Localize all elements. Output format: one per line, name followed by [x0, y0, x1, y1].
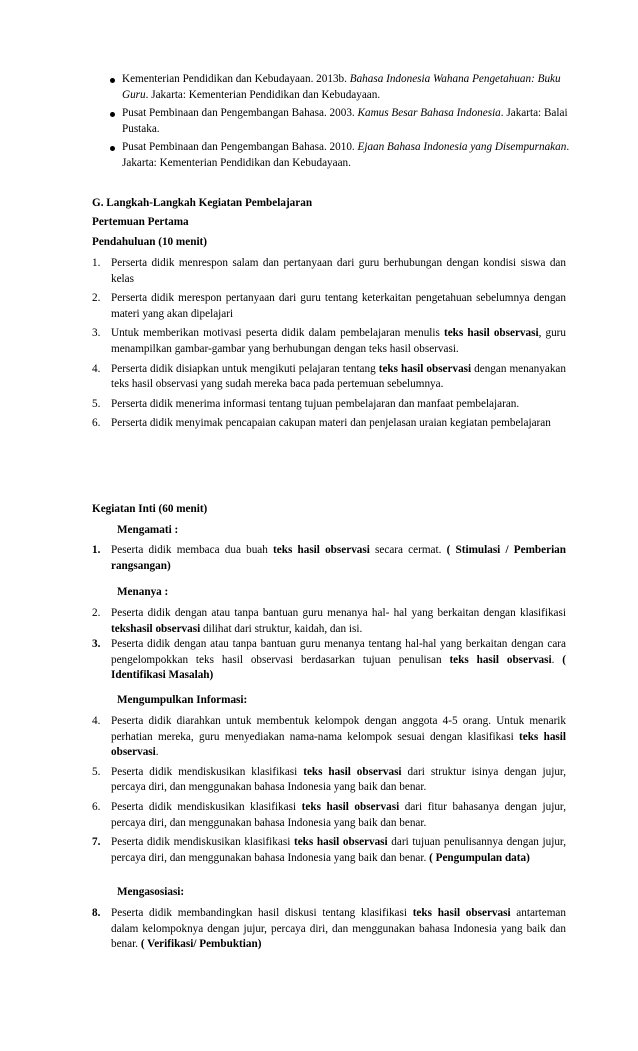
list-item: 7. Peserta didik mendiskusikan klasifikasi teks hasil observasi dari tujuan penulisannya dengan jujur, percaya diri, dan menggunakan bahasa Indonesia yang baik dan benar. ( Pengumpulan data) — [92, 836, 567, 864]
list-item: 2. Perserta didik merespon pertanyaan dari guru tentang keterkaitan pengetahuan sebelumnya dengan materi yang akan dipelajari — [92, 292, 566, 320]
list-item: 6. Peserta didik mendiskusikan klasifikasi teks hasil observasi dari fitur bahasanya dengan jujur, percaya diri, dan menggunakan bahasa Indonesia yang baik dan benar. — [92, 800, 567, 829]
list-item: 5. Peserta didik mendiskusikan klasifikasi teks hasil observasi dari struktur isinya dengan jujur, percaya diri, dan menggunakan bahasa Indonesia yang baik dan benar. — [92, 765, 566, 794]
collect-heading: Mengumpulkan Informasi: — [117, 694, 248, 706]
collect-list — [92, 714, 566, 866]
intro-list — [92, 256, 566, 432]
reference-list — [92, 72, 572, 175]
list-item: 2. Peserta didik dengan atau tanpa bantuan guru menanya hal- hal yang berkaitan dengan klasifikasi tekshasil observasi dilihat dari struktur, kaidah, dan isi. — [92, 607, 566, 635]
bullet-icon — [110, 112, 115, 117]
list-item: 1. Peserta didik membaca dua buah teks hasil observasi secara cermat. ( Stimulasi / Pemberian rangsangan) — [92, 544, 566, 572]
list-item: 3. Peserta didik dengan atau tanpa bantuan guru menanya tentang hal-hal yang berkaitan dengan cara pengelompokkan teks hasil observasi berdasarkan tujuan penulisan teks hasil observasi. ( Identifikasi Masalah) — [92, 638, 567, 682]
list-item: 8. Peserta didik membandingkan hasil diskusi tentang klasifikasi teks hasil observasi antarteman dalam kelompoknya dengan jujur, percaya diri, dan menggunakan bahasa Indonesia yang baik dan benar. ( Verifikasi/ Pembuktian) — [92, 907, 566, 951]
list-item: 5. Perserta didik menerima informasi tentang tujuan pembelajaran dan manfaat pembelajaran. — [92, 397, 520, 410]
observe-heading: Mengamati : — [117, 524, 179, 536]
associate-heading: Mengasosiasi: — [117, 886, 185, 898]
reference-item: Pusat Pembinaan dan Pengembangan Bahasa. 2010. Ejaan Bahasa Indonesia yang Disempurnakan. Jakarta: Kementerian Pendidikan dan Kebudayaan. — [92, 140, 572, 171]
core-activity-heading: Kegiatan Inti (60 menit) — [92, 503, 208, 515]
bullet-icon — [110, 146, 115, 151]
list-item: 4. Perserta didik disiapkan untuk mengikuti pelajaran tentang teks hasil observasi dengan menanyakan teks hasil observasi yang sudah mereka baca pada pertemuan sebelumnya. — [92, 362, 566, 391]
reference-item: Pusat Pembinaan dan Pengembangan Bahasa. 2003. Kamus Besar Bahasa Indonesia. Jakarta: Balai Pustaka. — [92, 106, 572, 137]
reference-item: Kementerian Pendidikan dan Kebudayaan. 2013b. Bahasa Indonesia Wahana Pengetahuan: Buku Guru. Jakarta: Kementerian Pendidikan dan Kebudayaan. — [92, 72, 572, 103]
question-heading: Menanya : — [117, 586, 169, 598]
list-item: 4. Peserta didik diarahkan untuk membentuk kelompok dengan anggota 4-5 orang. Untuk menarik perhatian mereka, guru menyediakan nama-nama kelompok sesuai dengan klasifikasi teks hasil observasi. — [92, 715, 566, 759]
list-item: 3. Untuk memberikan motivasi peserta didik dalam pembelajaran menulis teks hasil observasi, guru menampilkan gambar-gambar yang berhubungan dengan teks hasil observasi. — [92, 327, 567, 355]
list-item: 6. Perserta didik menyimak pencapaian cakupan materi dan penjelasan uraian kegiatan pembelajaran — [92, 417, 551, 430]
bullet-icon — [110, 78, 115, 83]
associate-list — [92, 906, 566, 953]
intro-heading: Pendahuluan (10 menit) — [92, 236, 207, 248]
section-heading: G. Langkah-Langkah Kegiatan Pembelajaran — [92, 197, 313, 209]
meeting-heading: Pertemuan Pertama — [92, 216, 189, 228]
question-list — [92, 606, 566, 684]
list-item: 1. Perserta didik menrespon salam dan pertanyaan dari guru berhubungan dengan kondisi siswa dan kelas — [92, 257, 566, 285]
